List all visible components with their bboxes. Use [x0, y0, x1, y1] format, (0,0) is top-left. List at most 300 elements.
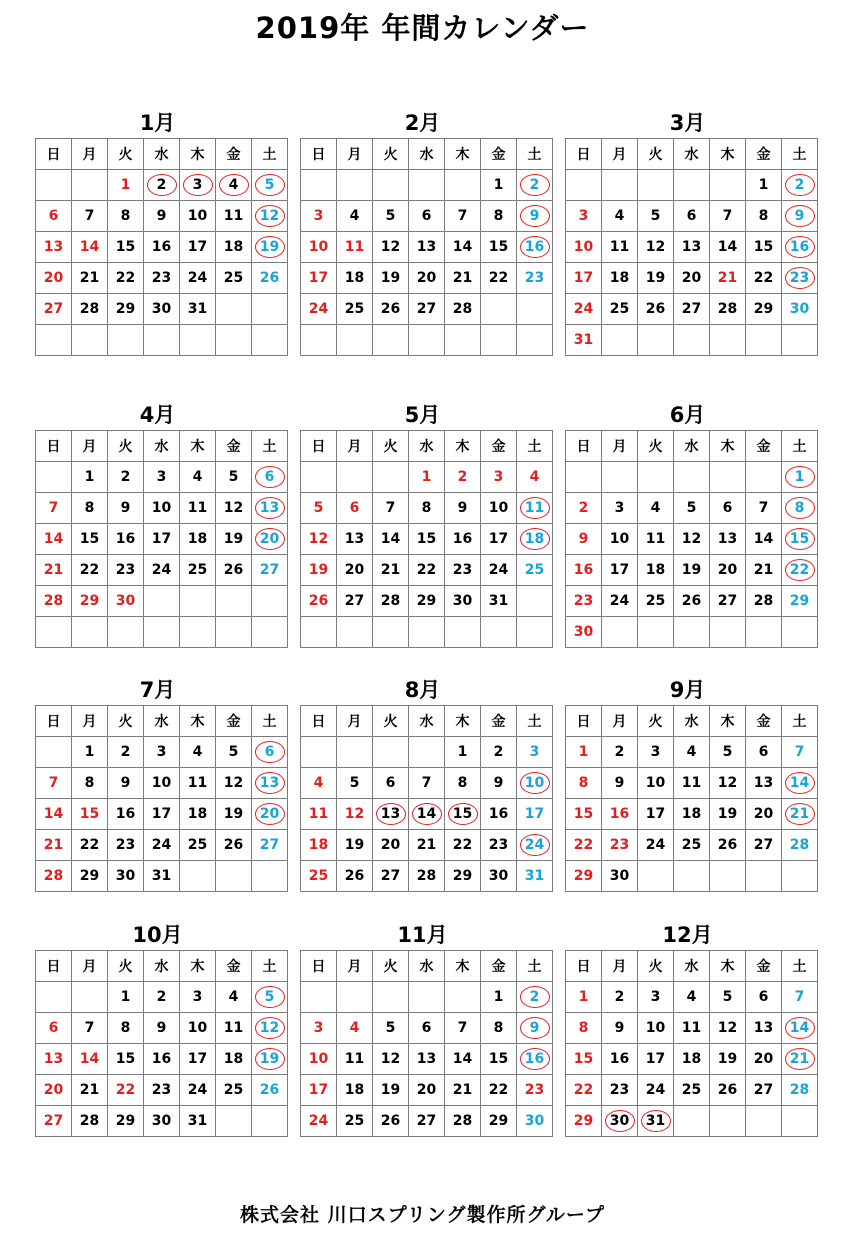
day-cell — [373, 232, 409, 263]
month-table — [300, 950, 553, 1137]
day-cell — [144, 201, 180, 232]
day-number: 26 — [308, 593, 329, 609]
day-cell — [409, 232, 445, 263]
day-cell — [674, 768, 710, 799]
day-cell — [337, 982, 373, 1013]
day-number: 24 — [187, 1082, 208, 1098]
day-cell — [782, 586, 818, 617]
day-cell — [216, 493, 252, 524]
day-number: 30 — [151, 301, 172, 317]
day-number: 25 — [223, 270, 244, 286]
day-cell — [301, 462, 337, 493]
day-cell — [710, 555, 746, 586]
day-cell — [638, 232, 674, 263]
day-number: 18 — [520, 528, 550, 550]
day-number: 9 — [156, 208, 167, 224]
day-number: 22 — [573, 837, 594, 853]
day-number: 16 — [151, 239, 172, 255]
day-number: 17 — [187, 239, 208, 255]
weekday-header: 木 — [445, 951, 481, 982]
day-number: 10 — [573, 239, 594, 255]
weekday-header: 金 — [216, 139, 252, 170]
weekday-header: 火 — [638, 706, 674, 737]
week-row — [36, 1013, 288, 1044]
day-number: 27 — [416, 301, 437, 317]
day-cell — [566, 493, 602, 524]
day-cell — [782, 1106, 818, 1137]
day-cell — [216, 1044, 252, 1075]
day-number: 13 — [376, 803, 406, 825]
weekday-header: 水 — [144, 706, 180, 737]
week-row — [566, 737, 818, 768]
day-number: 26 — [645, 301, 666, 317]
day-number: 9 — [120, 775, 131, 791]
day-cell — [180, 982, 216, 1013]
day-number: 9 — [614, 775, 625, 791]
day-cell — [674, 524, 710, 555]
day-cell — [337, 524, 373, 555]
day-number: 9 — [785, 205, 815, 227]
day-cell — [517, 232, 553, 263]
month-table — [565, 705, 818, 892]
day-number: 12 — [380, 1051, 401, 1067]
day-number: 18 — [187, 531, 208, 547]
day-number: 19 — [344, 837, 365, 853]
day-number: 25 — [609, 301, 630, 317]
week-row — [301, 1013, 553, 1044]
day-number: 2 — [785, 174, 815, 196]
day-cell — [301, 1106, 337, 1137]
day-cell — [782, 799, 818, 830]
day-number: 16 — [573, 562, 594, 578]
day-number: 24 — [609, 593, 630, 609]
day-cell — [710, 1013, 746, 1044]
day-cell — [746, 170, 782, 201]
day-number: 28 — [79, 1113, 100, 1129]
day-number: 6 — [385, 775, 396, 791]
day-number: 15 — [448, 803, 478, 825]
day-cell — [674, 1106, 710, 1137]
day-cell — [216, 982, 252, 1013]
day-cell — [445, 737, 481, 768]
day-cell — [36, 1044, 72, 1075]
day-number: 15 — [488, 239, 509, 255]
day-cell — [566, 555, 602, 586]
day-cell — [72, 493, 108, 524]
day-number: 1 — [421, 469, 432, 485]
day-number: 17 — [609, 562, 630, 578]
weekday-header: 木 — [180, 951, 216, 982]
day-cell — [144, 462, 180, 493]
weekday-header-row — [301, 706, 553, 737]
day-cell — [252, 799, 288, 830]
day-cell — [144, 1075, 180, 1106]
day-cell — [674, 201, 710, 232]
day-cell — [710, 325, 746, 356]
weekday-header: 木 — [710, 706, 746, 737]
day-cell — [301, 737, 337, 768]
day-cell — [638, 263, 674, 294]
week-row — [301, 861, 553, 892]
day-number: 10 — [308, 1051, 329, 1067]
day-number: 9 — [520, 1017, 550, 1039]
day-cell — [216, 737, 252, 768]
day-cell — [746, 325, 782, 356]
day-number: 30 — [488, 868, 509, 884]
month-calendar — [35, 108, 280, 356]
day-number: 4 — [686, 744, 697, 760]
day-cell — [252, 1044, 288, 1075]
day-number: 8 — [758, 208, 769, 224]
day-cell — [108, 1075, 144, 1106]
day-number: 1 — [493, 177, 504, 193]
day-cell — [445, 201, 481, 232]
week-row — [566, 493, 818, 524]
day-number: 5 — [349, 775, 360, 791]
day-cell — [180, 462, 216, 493]
day-number: 3 — [493, 469, 504, 485]
day-number: 7 — [421, 775, 432, 791]
day-cell — [301, 170, 337, 201]
day-number: 16 — [609, 1051, 630, 1067]
weekday-header-row — [36, 951, 288, 982]
day-number: 9 — [156, 1020, 167, 1036]
day-cell — [301, 232, 337, 263]
day-number: 30 — [115, 868, 136, 884]
day-number: 20 — [753, 1051, 774, 1067]
day-number: 10 — [609, 531, 630, 547]
day-cell — [602, 617, 638, 648]
day-cell — [180, 830, 216, 861]
day-number: 16 — [115, 531, 136, 547]
day-number: 16 — [452, 531, 473, 547]
day-cell — [409, 294, 445, 325]
day-cell — [337, 325, 373, 356]
day-cell — [710, 617, 746, 648]
day-cell — [216, 170, 252, 201]
day-cell — [373, 768, 409, 799]
weekday-header: 月 — [72, 951, 108, 982]
day-number: 8 — [785, 497, 815, 519]
day-number: 10 — [187, 208, 208, 224]
day-number: 2 — [457, 469, 468, 485]
day-number: 22 — [115, 270, 136, 286]
day-cell — [144, 263, 180, 294]
month-calendar — [300, 108, 545, 356]
day-cell — [409, 201, 445, 232]
day-cell — [373, 830, 409, 861]
day-cell — [36, 830, 72, 861]
day-number: 28 — [43, 868, 64, 884]
day-number: 28 — [452, 1113, 473, 1129]
day-cell — [782, 861, 818, 892]
weekday-header-row — [36, 706, 288, 737]
day-cell — [337, 493, 373, 524]
weekday-header: 土 — [252, 706, 288, 737]
day-number: 28 — [416, 868, 437, 884]
day-number: 11 — [520, 497, 550, 519]
day-cell — [72, 617, 108, 648]
day-number: 11 — [187, 775, 208, 791]
day-cell — [180, 617, 216, 648]
week-row — [36, 1075, 288, 1106]
day-number: 19 — [681, 562, 702, 578]
day-number: 28 — [380, 593, 401, 609]
day-number: 16 — [609, 806, 630, 822]
week-row — [301, 1106, 553, 1137]
day-number: 17 — [308, 270, 329, 286]
day-cell — [108, 263, 144, 294]
month-table — [35, 138, 288, 356]
day-cell — [108, 1044, 144, 1075]
day-number: 26 — [259, 270, 280, 286]
day-number: 7 — [385, 500, 396, 516]
day-cell — [481, 1044, 517, 1075]
weekday-header: 金 — [481, 139, 517, 170]
day-cell — [144, 1044, 180, 1075]
day-cell — [638, 982, 674, 1013]
day-cell — [409, 737, 445, 768]
week-row — [36, 201, 288, 232]
day-cell — [566, 201, 602, 232]
day-cell — [746, 263, 782, 294]
day-number: 12 — [308, 531, 329, 547]
week-row — [301, 830, 553, 861]
day-number: 5 — [228, 469, 239, 485]
day-number: 29 — [416, 593, 437, 609]
week-row — [36, 325, 288, 356]
day-cell — [602, 524, 638, 555]
day-cell — [517, 493, 553, 524]
day-cell — [144, 617, 180, 648]
day-cell — [782, 294, 818, 325]
week-row — [301, 201, 553, 232]
day-number: 4 — [313, 775, 324, 791]
day-number: 6 — [722, 500, 733, 516]
day-cell — [602, 462, 638, 493]
day-number: 10 — [308, 239, 329, 255]
day-cell — [746, 232, 782, 263]
day-cell — [409, 617, 445, 648]
day-number: 3 — [650, 989, 661, 1005]
day-number: 15 — [573, 1051, 594, 1067]
day-cell — [108, 294, 144, 325]
day-cell — [674, 861, 710, 892]
day-cell — [337, 555, 373, 586]
day-cell — [566, 170, 602, 201]
day-cell — [638, 1013, 674, 1044]
day-cell — [517, 830, 553, 861]
day-number: 3 — [156, 744, 167, 760]
day-cell — [252, 555, 288, 586]
day-cell — [638, 768, 674, 799]
day-cell — [144, 493, 180, 524]
day-number: 23 — [785, 267, 815, 289]
month-table — [300, 705, 553, 892]
day-cell — [72, 555, 108, 586]
day-cell — [373, 1013, 409, 1044]
day-cell — [216, 232, 252, 263]
weekday-header-row — [566, 431, 818, 462]
day-number: 29 — [115, 301, 136, 317]
day-number: 8 — [457, 775, 468, 791]
week-row — [301, 555, 553, 586]
day-number: 25 — [187, 562, 208, 578]
day-number: 10 — [151, 500, 172, 516]
day-cell — [710, 524, 746, 555]
day-number: 17 — [308, 1082, 329, 1098]
day-number: 17 — [151, 531, 172, 547]
day-cell — [710, 263, 746, 294]
day-cell — [746, 982, 782, 1013]
month-calendar — [565, 675, 810, 892]
day-cell — [72, 170, 108, 201]
weekday-header: 日 — [301, 431, 337, 462]
day-cell — [782, 493, 818, 524]
day-number: 9 — [614, 1020, 625, 1036]
weekday-header: 水 — [409, 951, 445, 982]
day-cell — [566, 462, 602, 493]
day-number: 3 — [650, 744, 661, 760]
day-cell — [409, 586, 445, 617]
day-cell — [602, 325, 638, 356]
weekday-header: 火 — [373, 706, 409, 737]
day-number: 28 — [43, 593, 64, 609]
day-cell — [517, 201, 553, 232]
week-row — [566, 263, 818, 294]
day-cell — [337, 737, 373, 768]
day-number: 17 — [645, 806, 666, 822]
week-row — [566, 861, 818, 892]
day-number: 5 — [313, 500, 324, 516]
week-row — [36, 232, 288, 263]
day-number: 29 — [488, 1113, 509, 1129]
day-cell — [782, 555, 818, 586]
day-number: 1 — [84, 744, 95, 760]
day-cell — [746, 524, 782, 555]
day-cell — [602, 201, 638, 232]
day-cell — [602, 982, 638, 1013]
day-number: 7 — [794, 744, 805, 760]
day-cell — [72, 263, 108, 294]
day-cell — [638, 617, 674, 648]
day-cell — [445, 799, 481, 830]
day-cell — [301, 263, 337, 294]
week-row — [301, 586, 553, 617]
month-name: 9月 — [669, 678, 706, 702]
day-number: 22 — [488, 270, 509, 286]
day-cell — [782, 325, 818, 356]
day-cell — [481, 170, 517, 201]
day-cell — [216, 799, 252, 830]
day-cell — [337, 263, 373, 294]
week-row — [566, 524, 818, 555]
weekday-header: 土 — [517, 139, 553, 170]
day-number: 10 — [645, 775, 666, 791]
day-cell — [72, 524, 108, 555]
weekday-header: 日 — [36, 431, 72, 462]
day-number: 21 — [785, 803, 815, 825]
month-name: 2月 — [404, 111, 441, 135]
day-cell — [36, 232, 72, 263]
weekday-header: 金 — [746, 431, 782, 462]
day-cell — [481, 263, 517, 294]
day-number: 31 — [187, 301, 208, 317]
day-number: 8 — [120, 208, 131, 224]
weekday-header: 月 — [72, 139, 108, 170]
day-number: 24 — [488, 562, 509, 578]
day-cell — [445, 617, 481, 648]
day-cell — [638, 1106, 674, 1137]
day-cell — [301, 294, 337, 325]
day-number: 18 — [681, 806, 702, 822]
day-cell — [674, 982, 710, 1013]
day-number: 15 — [416, 531, 437, 547]
day-cell — [638, 462, 674, 493]
day-cell — [602, 768, 638, 799]
day-cell — [638, 737, 674, 768]
day-cell — [108, 524, 144, 555]
day-number: 9 — [120, 500, 131, 516]
day-cell — [36, 737, 72, 768]
day-number: 7 — [48, 500, 59, 516]
day-number: 20 — [681, 270, 702, 286]
week-row — [36, 617, 288, 648]
day-cell — [301, 617, 337, 648]
day-number: 9 — [493, 775, 504, 791]
week-row — [566, 170, 818, 201]
day-cell — [445, 555, 481, 586]
day-number: 12 — [223, 500, 244, 516]
weekday-header: 火 — [108, 951, 144, 982]
day-cell — [180, 263, 216, 294]
day-cell — [445, 768, 481, 799]
day-cell — [445, 462, 481, 493]
day-cell — [180, 555, 216, 586]
day-number: 23 — [151, 270, 172, 286]
day-cell — [144, 768, 180, 799]
day-cell — [674, 170, 710, 201]
day-cell — [638, 861, 674, 892]
day-cell — [638, 1075, 674, 1106]
day-number: 30 — [609, 868, 630, 884]
day-number: 2 — [578, 500, 589, 516]
day-number: 25 — [344, 1113, 365, 1129]
day-number: 13 — [416, 239, 437, 255]
day-cell — [373, 201, 409, 232]
day-number: 20 — [255, 803, 285, 825]
day-number: 27 — [753, 837, 774, 853]
day-number: 30 — [115, 593, 136, 609]
day-number: 25 — [524, 562, 545, 578]
month-table — [565, 138, 818, 356]
day-cell — [674, 586, 710, 617]
day-cell — [409, 555, 445, 586]
day-number: 28 — [79, 301, 100, 317]
day-number: 19 — [380, 1082, 401, 1098]
day-cell — [144, 737, 180, 768]
day-cell — [337, 586, 373, 617]
weekday-header: 木 — [180, 706, 216, 737]
day-cell — [481, 493, 517, 524]
day-number: 23 — [609, 837, 630, 853]
week-row — [36, 1044, 288, 1075]
day-number: 31 — [187, 1113, 208, 1129]
day-cell — [180, 799, 216, 830]
week-row — [566, 768, 818, 799]
day-cell — [746, 555, 782, 586]
day-number: 4 — [219, 174, 249, 196]
